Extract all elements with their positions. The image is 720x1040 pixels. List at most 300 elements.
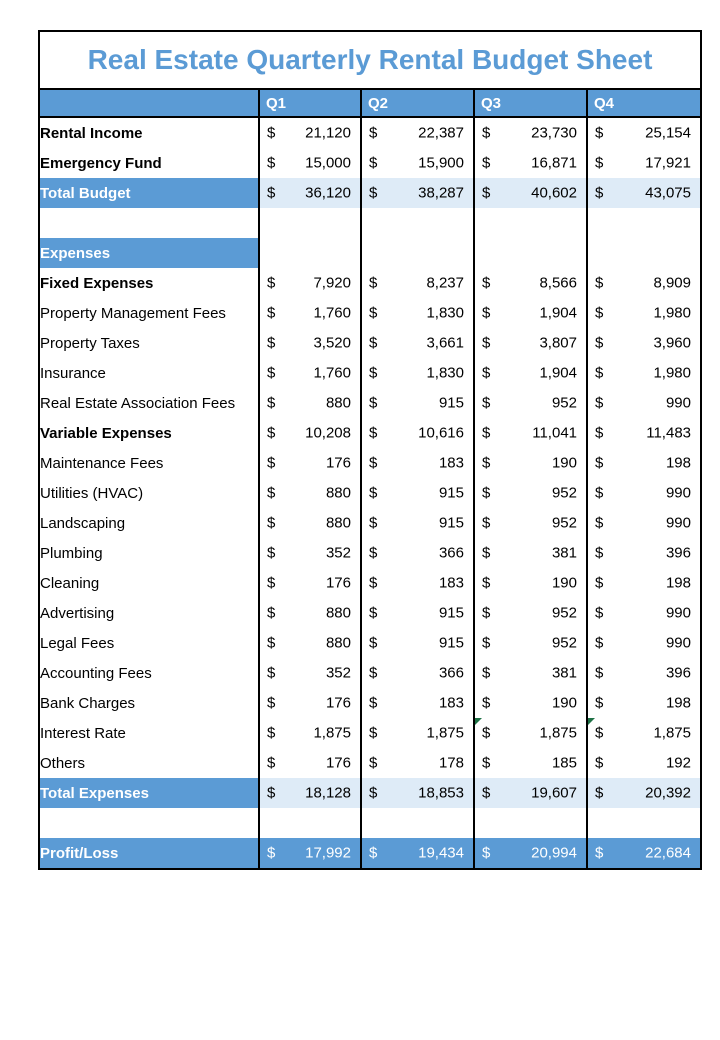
currency-symbol: $ bbox=[369, 844, 378, 862]
cell-value: 915 bbox=[438, 394, 464, 412]
value-cell[interactable] bbox=[259, 508, 361, 538]
currency-symbol: $ bbox=[595, 364, 604, 382]
cell-value: 990 bbox=[665, 394, 691, 412]
value-cell[interactable] bbox=[587, 688, 700, 718]
value-cell[interactable] bbox=[361, 448, 474, 478]
cell-value: 1,875 bbox=[313, 724, 351, 742]
value-cell[interactable] bbox=[259, 658, 361, 688]
currency-symbol: $ bbox=[482, 364, 491, 382]
currency-symbol: $ bbox=[369, 424, 378, 442]
row-label-cell[interactable]: Property Management Fees bbox=[40, 298, 259, 328]
value-cell[interactable] bbox=[587, 148, 700, 178]
cell-value: 11,041 bbox=[532, 424, 577, 442]
table-row-property-management-fees bbox=[40, 298, 700, 328]
value-cell[interactable] bbox=[259, 538, 361, 568]
currency-symbol: $ bbox=[482, 784, 491, 802]
currency-symbol: $ bbox=[369, 394, 378, 412]
table-row-bank-charges bbox=[40, 688, 700, 718]
cell-value: 178 bbox=[438, 754, 464, 772]
budget-table bbox=[40, 90, 700, 868]
value-cell[interactable] bbox=[474, 658, 587, 688]
currency-symbol: $ bbox=[369, 754, 378, 772]
value-cell[interactable] bbox=[259, 778, 361, 808]
cell-value: 190 bbox=[551, 574, 577, 592]
row-label-cell[interactable]: Others bbox=[40, 748, 259, 778]
value-cell[interactable] bbox=[587, 448, 700, 478]
cell-value: 915 bbox=[438, 484, 464, 502]
row-label-cell[interactable]: Total Budget bbox=[40, 178, 259, 208]
value-cell[interactable] bbox=[587, 208, 700, 238]
value-cell[interactable] bbox=[361, 358, 474, 388]
cell-value: 198 bbox=[665, 454, 691, 472]
value-cell[interactable] bbox=[587, 388, 700, 418]
value-cell[interactable] bbox=[474, 448, 587, 478]
cell-value: 18,128 bbox=[305, 784, 351, 802]
value-cell[interactable] bbox=[361, 778, 474, 808]
value-cell[interactable] bbox=[361, 388, 474, 418]
cell-value: 915 bbox=[438, 634, 464, 652]
value-cell[interactable] bbox=[361, 748, 474, 778]
value-cell[interactable] bbox=[361, 328, 474, 358]
table-row-advertising bbox=[40, 598, 700, 628]
value-cell[interactable] bbox=[259, 298, 361, 328]
currency-symbol: $ bbox=[482, 424, 491, 442]
currency-symbol: $ bbox=[482, 124, 491, 142]
cell-value: 880 bbox=[325, 394, 351, 412]
value-cell[interactable] bbox=[361, 508, 474, 538]
cell-value: 990 bbox=[665, 634, 691, 652]
currency-symbol: $ bbox=[267, 634, 276, 652]
cell-value: 183 bbox=[438, 694, 464, 712]
currency-symbol: $ bbox=[482, 544, 491, 562]
row-label-cell[interactable]: Property Taxes bbox=[40, 328, 259, 358]
currency-symbol: $ bbox=[482, 844, 491, 862]
value-cell[interactable] bbox=[587, 598, 700, 628]
cell-value: 381 bbox=[551, 664, 577, 682]
currency-symbol: $ bbox=[595, 574, 604, 592]
cell-value: 16,871 bbox=[531, 154, 577, 172]
currency-symbol: $ bbox=[482, 274, 491, 292]
currency-symbol: $ bbox=[369, 184, 378, 202]
row-label-cell[interactable]: Legal Fees bbox=[40, 628, 259, 658]
column-header-q1[interactable]: Q1 bbox=[259, 90, 361, 117]
cell-value: 20,392 bbox=[645, 784, 691, 802]
value-cell[interactable] bbox=[474, 328, 587, 358]
value-cell[interactable] bbox=[361, 268, 474, 298]
cell-value: 880 bbox=[325, 634, 351, 652]
row-label-cell[interactable]: Insurance bbox=[40, 358, 259, 388]
currency-symbol: $ bbox=[267, 154, 276, 172]
table-row-variable-expenses bbox=[40, 418, 700, 448]
cell-value: 17,992 bbox=[305, 844, 351, 862]
cell-value: 880 bbox=[325, 484, 351, 502]
currency-symbol: $ bbox=[267, 694, 276, 712]
currency-symbol: $ bbox=[595, 304, 604, 322]
currency-symbol: $ bbox=[595, 424, 604, 442]
currency-symbol: $ bbox=[369, 454, 378, 472]
value-cell[interactable] bbox=[361, 808, 474, 838]
row-label-cell[interactable]: Interest Rate bbox=[40, 718, 259, 748]
cell-value: 40,602 bbox=[531, 184, 577, 202]
cell-value: 990 bbox=[665, 484, 691, 502]
table-row-total-budget bbox=[40, 178, 700, 208]
column-header-q2[interactable]: Q2 bbox=[361, 90, 474, 117]
currency-symbol: $ bbox=[595, 844, 604, 862]
currency-symbol: $ bbox=[595, 394, 604, 412]
currency-symbol: $ bbox=[267, 424, 276, 442]
value-cell[interactable] bbox=[474, 838, 587, 868]
cell-value: 1,980 bbox=[653, 364, 691, 382]
row-label-cell[interactable]: Maintenance Fees bbox=[40, 448, 259, 478]
value-cell[interactable] bbox=[259, 358, 361, 388]
value-cell[interactable] bbox=[587, 538, 700, 568]
row-label-cell[interactable]: Expenses bbox=[40, 238, 259, 268]
table-row-accounting-fees bbox=[40, 658, 700, 688]
row-label-cell[interactable]: Variable Expenses bbox=[40, 418, 259, 448]
cell-value: 21,120 bbox=[305, 124, 351, 142]
currency-symbol: $ bbox=[595, 754, 604, 772]
currency-symbol: $ bbox=[595, 154, 604, 172]
value-cell[interactable] bbox=[259, 568, 361, 598]
value-cell[interactable] bbox=[474, 238, 587, 268]
currency-symbol: $ bbox=[369, 514, 378, 532]
value-cell[interactable] bbox=[361, 688, 474, 718]
value-cell[interactable] bbox=[361, 538, 474, 568]
value-cell[interactable] bbox=[361, 568, 474, 598]
green-corner-marker-icon bbox=[475, 718, 482, 725]
currency-symbol: $ bbox=[595, 694, 604, 712]
currency-symbol: $ bbox=[369, 124, 378, 142]
cell-value: 381 bbox=[551, 544, 577, 562]
currency-symbol: $ bbox=[369, 724, 378, 742]
table-row-emergency-fund bbox=[40, 148, 700, 178]
value-cell[interactable] bbox=[587, 328, 700, 358]
currency-symbol: $ bbox=[482, 634, 491, 652]
column-header-q4[interactable]: Q4 bbox=[587, 90, 700, 117]
row-label-cell[interactable]: Bank Charges bbox=[40, 688, 259, 718]
value-cell[interactable] bbox=[587, 658, 700, 688]
currency-symbol: $ bbox=[267, 544, 276, 562]
cell-value: 15,900 bbox=[418, 154, 464, 172]
currency-symbol: $ bbox=[595, 724, 604, 742]
currency-symbol: $ bbox=[267, 274, 276, 292]
cell-value: 880 bbox=[325, 604, 351, 622]
value-cell[interactable] bbox=[474, 298, 587, 328]
cell-value: 3,807 bbox=[539, 334, 577, 352]
cell-value: 43,075 bbox=[645, 184, 691, 202]
currency-symbol: $ bbox=[595, 634, 604, 652]
currency-symbol: $ bbox=[482, 694, 491, 712]
cell-value: 366 bbox=[438, 544, 464, 562]
value-cell[interactable] bbox=[587, 268, 700, 298]
currency-symbol: $ bbox=[595, 124, 604, 142]
cell-value: 952 bbox=[551, 514, 577, 532]
value-cell[interactable] bbox=[259, 808, 361, 838]
table-row-empty-row bbox=[40, 208, 700, 238]
value-cell[interactable] bbox=[587, 778, 700, 808]
cell-value: 1,875 bbox=[653, 724, 691, 742]
cell-value: 3,661 bbox=[426, 334, 464, 352]
currency-symbol: $ bbox=[369, 154, 378, 172]
value-cell[interactable] bbox=[587, 418, 700, 448]
value-cell[interactable] bbox=[259, 448, 361, 478]
currency-symbol: $ bbox=[482, 154, 491, 172]
column-header-q3[interactable]: Q3 bbox=[474, 90, 587, 117]
value-cell[interactable] bbox=[259, 388, 361, 418]
cell-value: 11,483 bbox=[646, 424, 691, 442]
currency-symbol: $ bbox=[482, 724, 491, 742]
cell-value: 1,760 bbox=[313, 364, 351, 382]
row-label-cell[interactable] bbox=[40, 208, 259, 238]
value-cell[interactable] bbox=[259, 718, 361, 748]
value-cell[interactable] bbox=[474, 117, 587, 148]
value-cell[interactable] bbox=[587, 117, 700, 148]
cell-value: 1,760 bbox=[313, 304, 351, 322]
currency-symbol: $ bbox=[267, 394, 276, 412]
green-corner-marker-icon bbox=[588, 718, 595, 725]
value-cell[interactable] bbox=[474, 808, 587, 838]
value-cell[interactable] bbox=[474, 478, 587, 508]
currency-symbol: $ bbox=[595, 514, 604, 532]
cell-value: 396 bbox=[665, 664, 691, 682]
currency-symbol: $ bbox=[482, 304, 491, 322]
row-label-cell[interactable]: Rental Income bbox=[40, 117, 259, 148]
value-cell[interactable] bbox=[474, 148, 587, 178]
cell-value: 190 bbox=[551, 694, 577, 712]
cell-value: 176 bbox=[325, 574, 351, 592]
currency-symbol: $ bbox=[482, 454, 491, 472]
value-cell[interactable] bbox=[587, 628, 700, 658]
currency-symbol: $ bbox=[482, 394, 491, 412]
value-cell[interactable] bbox=[259, 598, 361, 628]
value-cell[interactable] bbox=[361, 117, 474, 148]
table-row-profit-loss bbox=[40, 838, 700, 868]
value-cell[interactable] bbox=[474, 388, 587, 418]
row-label-cell[interactable]: Cleaning bbox=[40, 568, 259, 598]
row-label-cell[interactable]: Emergency Fund bbox=[40, 148, 259, 178]
value-cell[interactable] bbox=[361, 598, 474, 628]
currency-symbol: $ bbox=[595, 274, 604, 292]
value-cell[interactable] bbox=[474, 688, 587, 718]
cell-value: 198 bbox=[665, 694, 691, 712]
table-row-maintenance-fees bbox=[40, 448, 700, 478]
cell-value: 396 bbox=[665, 544, 691, 562]
currency-symbol: $ bbox=[267, 364, 276, 382]
currency-symbol: $ bbox=[482, 604, 491, 622]
currency-symbol: $ bbox=[369, 664, 378, 682]
row-label-cell[interactable]: Utilities (HVAC) bbox=[40, 478, 259, 508]
cell-value: 22,387 bbox=[418, 124, 464, 142]
value-cell[interactable] bbox=[259, 838, 361, 868]
cell-value: 10,208 bbox=[305, 424, 351, 442]
value-cell[interactable] bbox=[259, 478, 361, 508]
value-cell[interactable] bbox=[587, 808, 700, 838]
value-cell[interactable] bbox=[587, 568, 700, 598]
currency-symbol: $ bbox=[369, 574, 378, 592]
cell-value: 880 bbox=[325, 514, 351, 532]
value-cell[interactable] bbox=[259, 418, 361, 448]
value-cell[interactable] bbox=[361, 838, 474, 868]
cell-value: 183 bbox=[438, 574, 464, 592]
page-title: Real Estate Quarterly Rental Budget Sheet bbox=[40, 32, 700, 90]
budget-sheet bbox=[38, 30, 702, 870]
cell-value: 38,287 bbox=[418, 184, 464, 202]
row-label-cell[interactable]: Advertising bbox=[40, 598, 259, 628]
value-cell[interactable] bbox=[259, 688, 361, 718]
cell-value: 952 bbox=[551, 484, 577, 502]
value-cell[interactable] bbox=[474, 778, 587, 808]
value-cell[interactable] bbox=[587, 748, 700, 778]
currency-symbol: $ bbox=[267, 484, 276, 502]
value-cell[interactable] bbox=[361, 718, 474, 748]
value-cell[interactable] bbox=[259, 748, 361, 778]
cell-value: 190 bbox=[551, 454, 577, 472]
value-cell[interactable] bbox=[361, 478, 474, 508]
value-cell[interactable] bbox=[259, 628, 361, 658]
value-cell[interactable] bbox=[361, 298, 474, 328]
currency-symbol: $ bbox=[482, 184, 491, 202]
currency-symbol: $ bbox=[482, 334, 491, 352]
cell-value: 952 bbox=[551, 634, 577, 652]
value-cell[interactable] bbox=[587, 298, 700, 328]
value-cell[interactable] bbox=[474, 418, 587, 448]
value-cell[interactable] bbox=[361, 148, 474, 178]
cell-value: 3,960 bbox=[653, 334, 691, 352]
cell-value: 352 bbox=[325, 544, 351, 562]
table-row-insurance bbox=[40, 358, 700, 388]
cell-value: 1,904 bbox=[539, 364, 577, 382]
currency-symbol: $ bbox=[267, 184, 276, 202]
value-cell[interactable] bbox=[587, 238, 700, 268]
cell-value: 1,830 bbox=[426, 304, 464, 322]
currency-symbol: $ bbox=[267, 304, 276, 322]
currency-symbol: $ bbox=[595, 604, 604, 622]
currency-symbol: $ bbox=[267, 724, 276, 742]
currency-symbol: $ bbox=[595, 784, 604, 802]
cell-value: 8,566 bbox=[539, 274, 577, 292]
currency-symbol: $ bbox=[369, 274, 378, 292]
value-cell[interactable] bbox=[474, 628, 587, 658]
value-cell[interactable] bbox=[259, 117, 361, 148]
currency-symbol: $ bbox=[595, 484, 604, 502]
value-cell[interactable] bbox=[259, 148, 361, 178]
cell-value: 176 bbox=[325, 754, 351, 772]
row-label-cell[interactable]: Fixed Expenses bbox=[40, 268, 259, 298]
value-cell[interactable] bbox=[587, 718, 700, 748]
value-cell[interactable] bbox=[361, 208, 474, 238]
cell-value: 22,684 bbox=[645, 844, 691, 862]
value-cell[interactable] bbox=[587, 508, 700, 538]
cell-value: 8,909 bbox=[653, 274, 691, 292]
cell-value: 3,520 bbox=[313, 334, 351, 352]
currency-symbol: $ bbox=[267, 604, 276, 622]
cell-value: 18,853 bbox=[418, 784, 464, 802]
value-cell[interactable] bbox=[259, 268, 361, 298]
cell-value: 198 bbox=[665, 574, 691, 592]
value-cell[interactable] bbox=[587, 358, 700, 388]
cell-value: 1,875 bbox=[426, 724, 464, 742]
cell-value: 1,980 bbox=[653, 304, 691, 322]
cell-value: 366 bbox=[438, 664, 464, 682]
value-cell[interactable] bbox=[587, 178, 700, 208]
cell-value: 19,607 bbox=[531, 784, 577, 802]
row-label-cell[interactable]: Profit/Loss bbox=[40, 838, 259, 868]
currency-symbol: $ bbox=[369, 604, 378, 622]
currency-symbol: $ bbox=[595, 334, 604, 352]
value-cell[interactable] bbox=[259, 328, 361, 358]
value-cell[interactable] bbox=[361, 178, 474, 208]
cell-value: 176 bbox=[325, 694, 351, 712]
cell-value: 7,920 bbox=[313, 274, 351, 292]
table-row-landscaping bbox=[40, 508, 700, 538]
value-cell[interactable] bbox=[474, 208, 587, 238]
table-row-legal-fees bbox=[40, 628, 700, 658]
header-label-cell[interactable] bbox=[40, 90, 259, 117]
value-cell[interactable] bbox=[259, 208, 361, 238]
value-cell[interactable] bbox=[474, 508, 587, 538]
row-label-cell[interactable] bbox=[40, 808, 259, 838]
row-label-cell[interactable]: Real Estate Association Fees bbox=[40, 388, 259, 418]
cell-value: 23,730 bbox=[531, 124, 577, 142]
value-cell[interactable] bbox=[474, 748, 587, 778]
value-cell[interactable] bbox=[361, 418, 474, 448]
table-row-property-taxes bbox=[40, 328, 700, 358]
currency-symbol: $ bbox=[369, 364, 378, 382]
row-label-cell[interactable]: Landscaping bbox=[40, 508, 259, 538]
cell-value: 915 bbox=[438, 514, 464, 532]
value-cell[interactable] bbox=[259, 178, 361, 208]
currency-symbol: $ bbox=[267, 454, 276, 472]
header-row bbox=[40, 90, 700, 117]
value-cell[interactable] bbox=[587, 478, 700, 508]
value-cell[interactable] bbox=[474, 568, 587, 598]
value-cell[interactable] bbox=[361, 658, 474, 688]
value-cell[interactable] bbox=[474, 598, 587, 628]
cell-value: 8,237 bbox=[426, 274, 464, 292]
cell-value: 19,434 bbox=[418, 844, 464, 862]
table-row-others bbox=[40, 748, 700, 778]
currency-symbol: $ bbox=[595, 454, 604, 472]
value-cell[interactable] bbox=[259, 238, 361, 268]
table-row-plumbing bbox=[40, 538, 700, 568]
cell-value: 915 bbox=[438, 604, 464, 622]
value-cell[interactable] bbox=[361, 628, 474, 658]
value-cell[interactable] bbox=[474, 538, 587, 568]
cell-value: 185 bbox=[551, 754, 577, 772]
currency-symbol: $ bbox=[369, 634, 378, 652]
currency-symbol: $ bbox=[369, 784, 378, 802]
table-row-expenses bbox=[40, 238, 700, 268]
currency-symbol: $ bbox=[369, 694, 378, 712]
cell-value: 20,994 bbox=[531, 844, 577, 862]
cell-value: 952 bbox=[551, 394, 577, 412]
value-cell[interactable] bbox=[474, 358, 587, 388]
value-cell[interactable] bbox=[587, 838, 700, 868]
row-label-cell[interactable]: Plumbing bbox=[40, 538, 259, 568]
value-cell[interactable] bbox=[474, 718, 587, 748]
value-cell[interactable] bbox=[474, 268, 587, 298]
row-label-cell[interactable]: Accounting Fees bbox=[40, 658, 259, 688]
cell-value: 15,000 bbox=[305, 154, 351, 172]
currency-symbol: $ bbox=[267, 334, 276, 352]
value-cell[interactable] bbox=[361, 238, 474, 268]
value-cell[interactable] bbox=[474, 178, 587, 208]
cell-value: 36,120 bbox=[305, 184, 351, 202]
currency-symbol: $ bbox=[267, 124, 276, 142]
cell-value: 952 bbox=[551, 604, 577, 622]
row-label-cell[interactable]: Total Expenses bbox=[40, 778, 259, 808]
cell-value: 990 bbox=[665, 604, 691, 622]
